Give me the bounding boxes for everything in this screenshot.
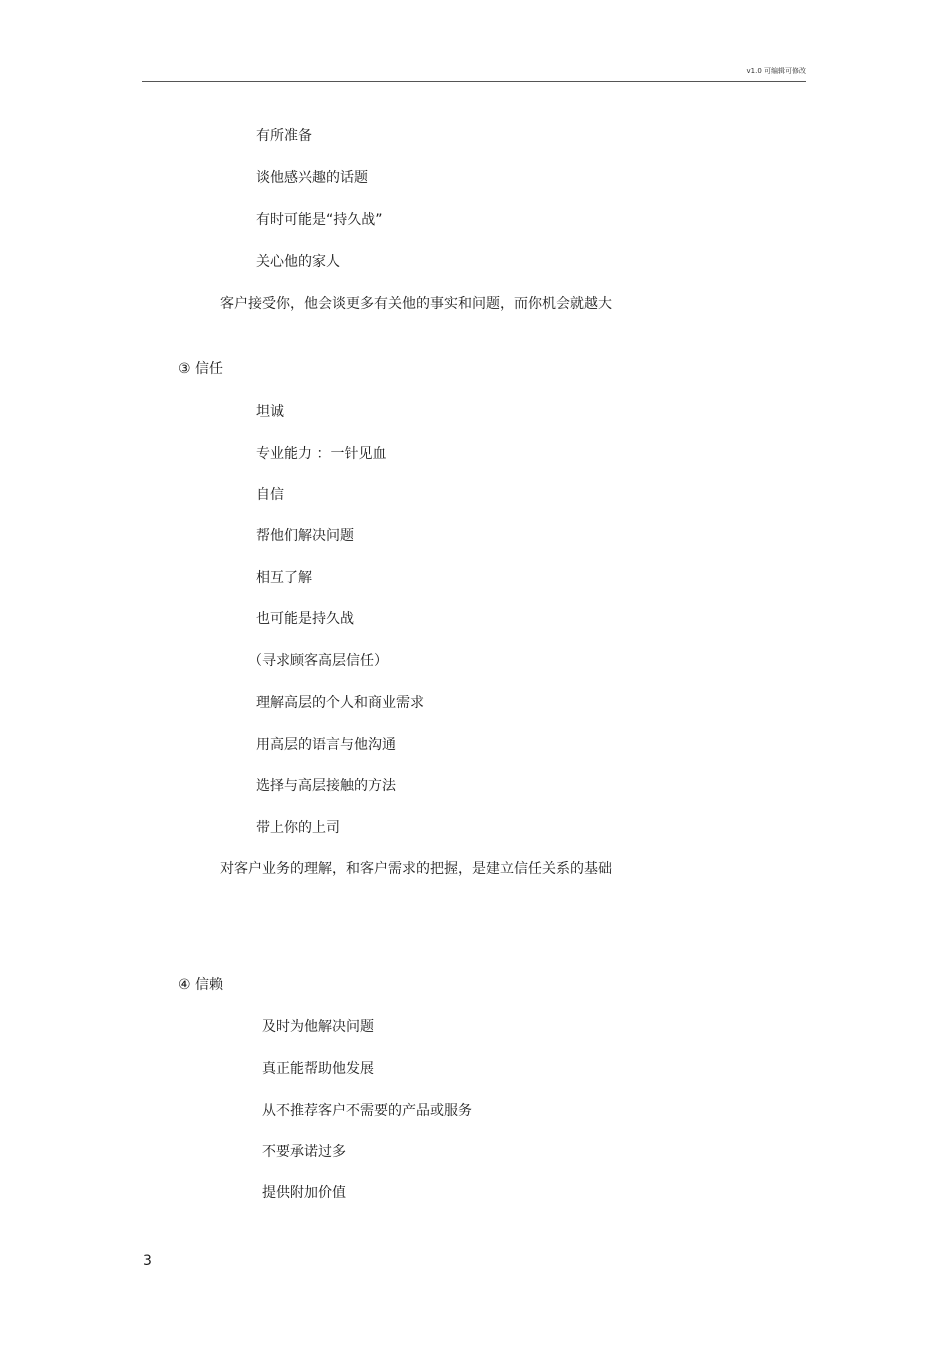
text-line: 专业能力 ：一针见血 (256, 446, 387, 462)
section-heading: ③ 信任 (178, 361, 224, 377)
header-divider (142, 81, 806, 82)
text-line: 帮他们解决问题 (256, 528, 354, 544)
text-line: 真正能帮助他发展 (262, 1061, 374, 1077)
text-line: 有所准备 (256, 128, 312, 144)
text-line: 也可能是持久战 (256, 611, 354, 627)
text-line: 关心他的家人 (256, 254, 340, 270)
text-line: 选择与高层接触的方法 (256, 778, 396, 794)
section-heading: ④ 信赖 (178, 977, 224, 993)
text-line: 提供附加价值 (262, 1185, 346, 1201)
text-line: 理解高层的个人和商业需求 (256, 695, 424, 711)
text-line: 从不推荐客户不需要的产品或服务 (262, 1103, 472, 1119)
summary-line: 客户接受你，他会谈更多有关他的事实和问题，而你机会就越大 (220, 296, 612, 312)
text-line: 不要承诺过多 (262, 1144, 346, 1160)
text-line: 有时可能是“持久战” (256, 212, 383, 228)
text-line: 谈他感兴趣的话题 (256, 170, 368, 186)
text-line: 自信 (256, 487, 284, 503)
text-line: 用高层的语言与他沟通 (256, 737, 396, 753)
text-line: （寻求顾客高层信任） (248, 653, 388, 669)
text-line: 及时为他解决问题 (262, 1019, 374, 1035)
page-header-text: v1.0 可编辑可修改 (746, 67, 806, 75)
summary-line: 对客户业务的理解，和客户需求的把握，是建立信任关系的基础 (220, 861, 612, 877)
text-line: 坦诚 (256, 404, 284, 420)
text-line: 带上你的上司 (256, 820, 340, 836)
page-number: 3 (143, 1253, 152, 1269)
text-line: 相互了解 (256, 570, 312, 586)
